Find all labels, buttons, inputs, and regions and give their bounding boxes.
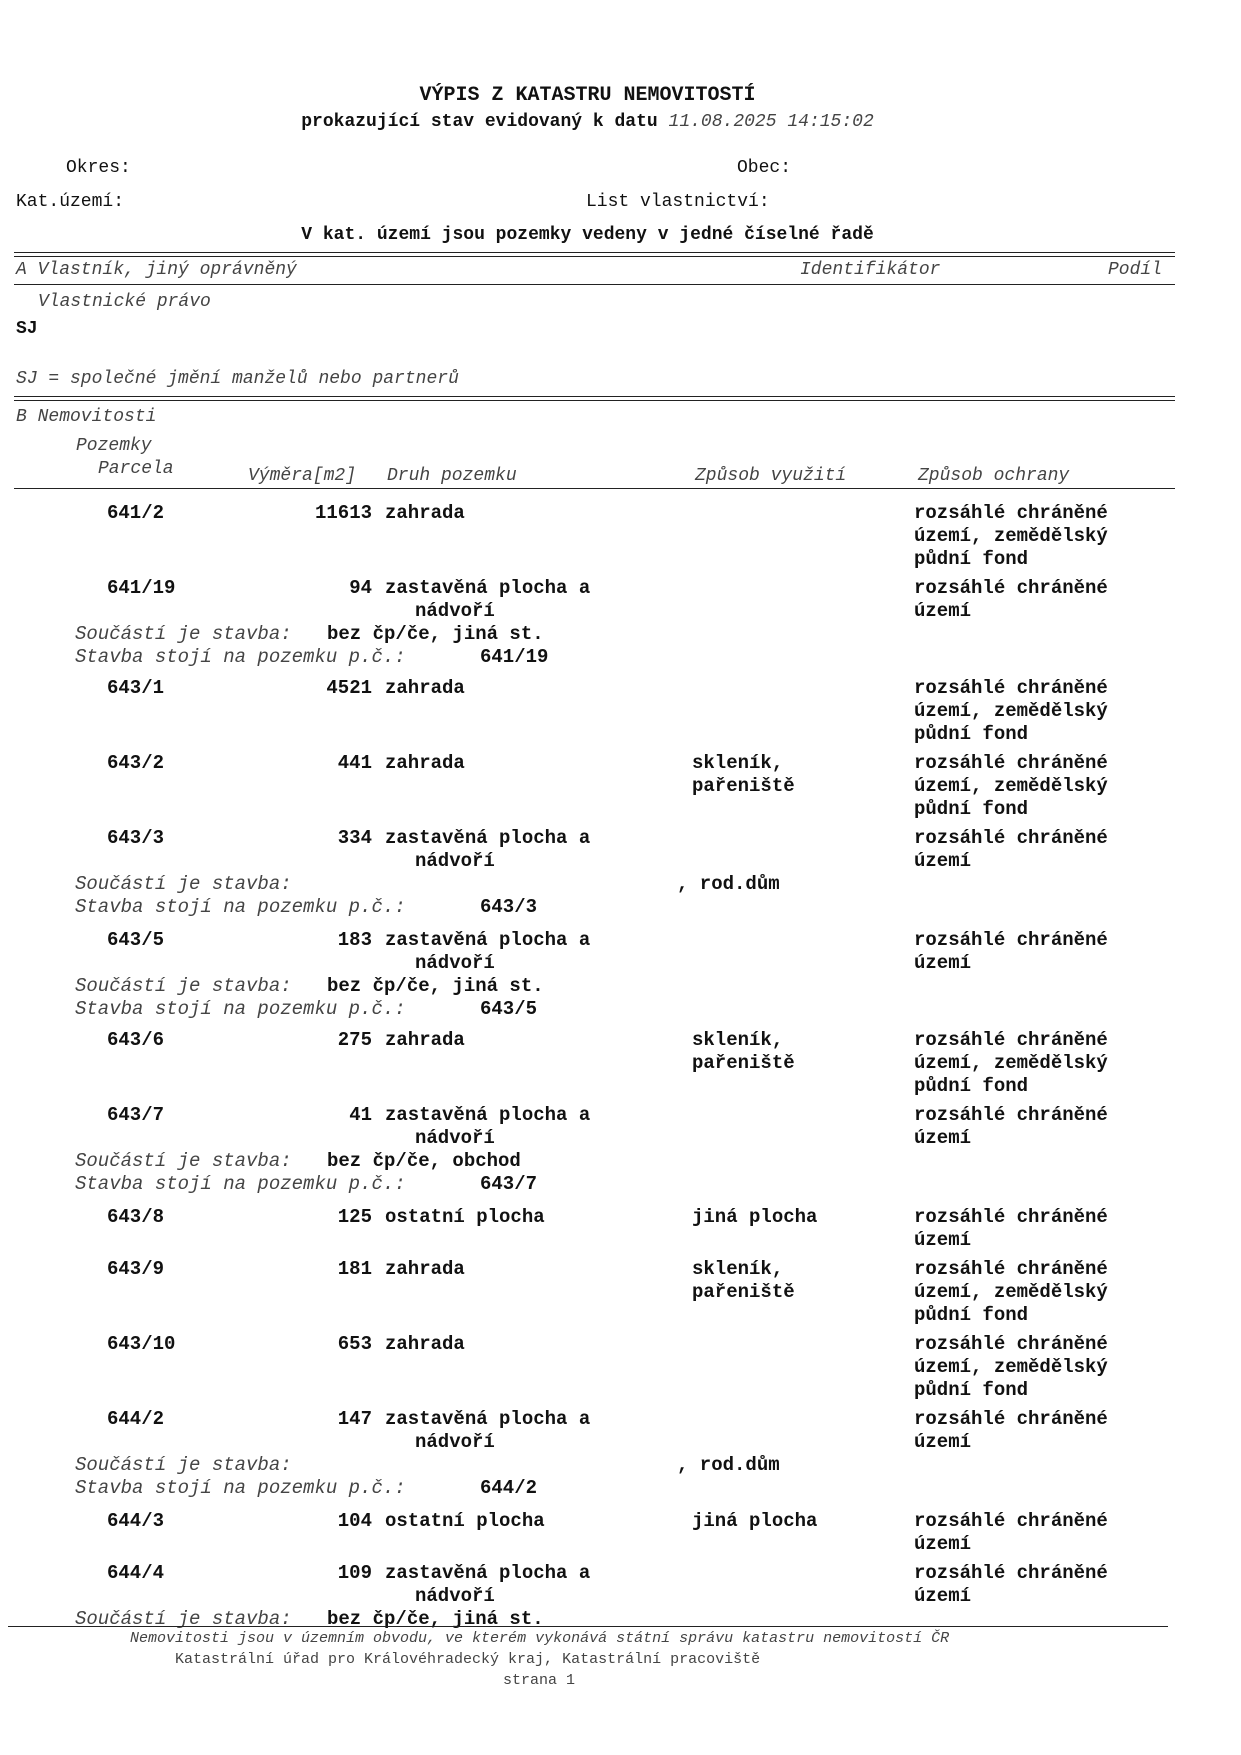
parcel-number: 643/2 <box>107 752 165 774</box>
land-use: skleník, <box>692 1029 784 1051</box>
land-type: zastavěná plocha a <box>385 1408 591 1430</box>
footer-divider <box>8 1626 1168 1627</box>
protection-type: půdní fond <box>914 723 1029 745</box>
protection-type: rozsáhlé chráněné <box>914 502 1108 524</box>
parcel-area: 11613 <box>314 502 372 524</box>
col-parcela: Parcela <box>98 459 174 479</box>
protection-type: území, zemědělský <box>914 1281 1108 1303</box>
protection-type: půdní fond <box>914 1304 1029 1326</box>
protection-type: území <box>914 1127 972 1149</box>
protection-type: území <box>914 600 972 622</box>
land-type: nádvoří <box>415 952 495 974</box>
list-vlastnictvi-label: List vlastnictví: <box>586 192 770 212</box>
land-use: jiná plocha <box>692 1206 818 1228</box>
land-use: pařeniště <box>692 1052 795 1074</box>
protection-type: území <box>914 1431 972 1453</box>
protection-type: rozsáhlé chráněné <box>914 1029 1108 1051</box>
land-type: nádvoří <box>415 600 495 622</box>
numbering-note: V kat. území jsou pozemky vedeny v jedné číselné řadě <box>301 225 874 245</box>
parcel-area: 181 <box>337 1258 372 1280</box>
parcel-number: 644/4 <box>107 1562 165 1584</box>
owner-code: SJ <box>16 319 38 339</box>
obec-label: Obec: <box>737 158 792 178</box>
land-type: ostatní plocha <box>385 1206 545 1228</box>
parcel-number: 641/19 <box>107 577 176 599</box>
land-use: pařeniště <box>692 1281 795 1303</box>
protection-type: území, zemědělský <box>914 775 1108 797</box>
protection-type: území <box>914 850 972 872</box>
protection-type: rozsáhlé chráněné <box>914 1104 1108 1126</box>
ownership-right-type: Vlastnické právo <box>38 292 211 312</box>
building-part-label: Součástí je stavba: <box>75 873 292 895</box>
protection-type: půdní fond <box>914 1379 1029 1401</box>
parcel-number: 643/6 <box>107 1029 165 1051</box>
col-ochrana: Způsob ochrany <box>918 466 1070 486</box>
col-vyuziti: Způsob využití <box>695 466 847 486</box>
building-on-parcel-label: Stavba stojí na pozemku p.č.: <box>75 998 406 1020</box>
building-parcel-number: 643/5 <box>480 998 538 1020</box>
building-on-parcel-label: Stavba stojí na pozemku p.č.: <box>75 646 406 668</box>
land-type: zastavěná plocha a <box>385 827 591 849</box>
land-type: zastavěná plocha a <box>385 1104 591 1126</box>
land-use: jiná plocha <box>692 1510 818 1532</box>
okres-label: Okres: <box>66 158 131 178</box>
parcel-number: 643/3 <box>107 827 165 849</box>
building-type: , rod.dům <box>677 1454 780 1476</box>
building-part-label: Součástí je stavba: <box>75 1150 292 1172</box>
katuzemi-label: Kat.území: <box>16 192 125 212</box>
building-part-label: Součástí je stavba: <box>75 1454 292 1476</box>
section-b-divider-top <box>14 396 1175 397</box>
land-type: zahrada <box>385 1029 465 1051</box>
footer-line-2: Katastrální úřad pro Královéhradecký kraj, Katastrální pracoviště <box>175 1651 761 1668</box>
subtitle-date: 11.08.2025 14:15:02 <box>668 112 874 132</box>
protection-type: rozsáhlé chráněné <box>914 577 1108 599</box>
parcel-area: 125 <box>337 1206 372 1228</box>
parcel-number: 643/8 <box>107 1206 165 1228</box>
document-title: VÝPIS Z KATASTRU NEMOVITOSTÍ <box>419 84 756 107</box>
section-b-header-divider <box>14 488 1175 489</box>
protection-type: rozsáhlé chráněné <box>914 1258 1108 1280</box>
land-type: zahrada <box>385 752 465 774</box>
protection-type: rozsáhlé chráněné <box>914 1562 1108 1584</box>
protection-type: rozsáhlé chráněné <box>914 1333 1108 1355</box>
subtitle-prefix: prokazující stav evidovaný k datu <box>301 112 658 132</box>
protection-type: půdní fond <box>914 548 1029 570</box>
footer-line-1: Nemovitosti jsou v územním obvodu, ve kterém vykonává státní správu katastru nemovitostí ČR <box>130 1630 950 1647</box>
section-a-col-owner: A Vlastník, jiný oprávněný <box>16 260 297 280</box>
land-type: nádvoří <box>415 1127 495 1149</box>
sj-legend: SJ = společné jmění manželů nebo partnerů <box>16 369 459 389</box>
land-type: ostatní plocha <box>385 1510 545 1532</box>
section-b-divider-top-2 <box>14 400 1175 401</box>
section-a-header-divider <box>14 284 1175 285</box>
protection-type: území, zemědělský <box>914 700 1108 722</box>
building-type: bez čp/če, jiná st. <box>327 1608 544 1630</box>
protection-type: rozsáhlé chráněné <box>914 677 1108 699</box>
building-part-label: Součástí je stavba: <box>75 623 292 645</box>
protection-type: rozsáhlé chráněné <box>914 827 1108 849</box>
parcel-area: 94 <box>349 577 372 599</box>
protection-type: rozsáhlé chráněné <box>914 1408 1108 1430</box>
building-type: bez čp/če, obchod <box>327 1150 521 1172</box>
parcel-area: 275 <box>337 1029 372 1051</box>
building-parcel-number: 641/19 <box>480 646 549 668</box>
protection-type: půdní fond <box>914 798 1029 820</box>
building-type: , rod.dům <box>677 873 780 895</box>
land-use: skleník, <box>692 752 784 774</box>
col-vymera: Výměra[m2] <box>248 466 357 486</box>
protection-type: území <box>914 952 972 974</box>
parcel-number: 641/2 <box>107 502 165 524</box>
protection-type: území <box>914 1229 972 1251</box>
protection-type: území <box>914 1585 972 1607</box>
land-use: pařeniště <box>692 775 795 797</box>
section-b-subtitle: Pozemky <box>76 436 152 456</box>
parcel-area: 147 <box>337 1408 372 1430</box>
building-on-parcel-label: Stavba stojí na pozemku p.č.: <box>75 1477 406 1499</box>
land-type: zahrada <box>385 677 465 699</box>
parcel-number: 643/1 <box>107 677 165 699</box>
building-part-label: Součástí je stavba: <box>75 975 292 997</box>
building-on-parcel-label: Stavba stojí na pozemku p.č.: <box>75 896 406 918</box>
protection-type: rozsáhlé chráněné <box>914 929 1108 951</box>
parcel-area: 183 <box>337 929 372 951</box>
building-parcel-number: 643/7 <box>480 1173 538 1195</box>
land-type: nádvoří <box>415 850 495 872</box>
building-parcel-number: 643/3 <box>480 896 538 918</box>
building-on-parcel-label: Stavba stojí na pozemku p.č.: <box>75 1173 406 1195</box>
parcel-area: 109 <box>337 1562 372 1584</box>
land-use: skleník, <box>692 1258 784 1280</box>
parcel-area: 653 <box>337 1333 372 1355</box>
section-b-title: B Nemovitosti <box>16 407 157 427</box>
protection-type: rozsáhlé chráněné <box>914 1206 1108 1228</box>
land-type: zastavěná plocha a <box>385 929 591 951</box>
parcel-number: 643/7 <box>107 1104 165 1126</box>
land-type: nádvoří <box>415 1585 495 1607</box>
parcel-number: 643/9 <box>107 1258 165 1280</box>
building-parcel-number: 644/2 <box>480 1477 538 1499</box>
section-a-divider-top <box>14 252 1175 253</box>
parcel-number: 644/2 <box>107 1408 165 1430</box>
section-a-divider-top-2 <box>14 256 1175 257</box>
land-type: zahrada <box>385 1258 465 1280</box>
land-type: zahrada <box>385 502 465 524</box>
col-druh: Druh pozemku <box>387 466 517 486</box>
section-a-col-identifier: Identifikátor <box>800 260 941 280</box>
building-type: bez čp/če, jiná st. <box>327 623 544 645</box>
protection-type: území <box>914 1533 972 1555</box>
protection-type: území, zemědělský <box>914 1052 1108 1074</box>
document-subtitle <box>0 112 1175 132</box>
protection-type: rozsáhlé chráněné <box>914 752 1108 774</box>
parcel-area: 41 <box>349 1104 372 1126</box>
building-part-label: Součástí je stavba: <box>75 1608 292 1630</box>
parcel-area: 4521 <box>326 677 372 699</box>
protection-type: rozsáhlé chráněné <box>914 1510 1108 1532</box>
parcel-area: 104 <box>337 1510 372 1532</box>
footer-page-number: strana 1 <box>503 1672 576 1689</box>
building-type: bez čp/če, jiná st. <box>327 975 544 997</box>
parcel-number: 643/10 <box>107 1333 176 1355</box>
land-type: zastavěná plocha a <box>385 1562 591 1584</box>
protection-type: území, zemědělský <box>914 1356 1108 1378</box>
parcel-number: 643/5 <box>107 929 165 951</box>
parcel-area: 334 <box>337 827 372 849</box>
parcel-number: 644/3 <box>107 1510 165 1532</box>
land-type: nádvoří <box>415 1431 495 1453</box>
land-type: zahrada <box>385 1333 465 1355</box>
land-type: zastavěná plocha a <box>385 577 591 599</box>
protection-type: půdní fond <box>914 1075 1029 1097</box>
protection-type: území, zemědělský <box>914 525 1108 547</box>
section-a-col-share: Podíl <box>1108 260 1163 280</box>
parcel-area: 441 <box>337 752 372 774</box>
